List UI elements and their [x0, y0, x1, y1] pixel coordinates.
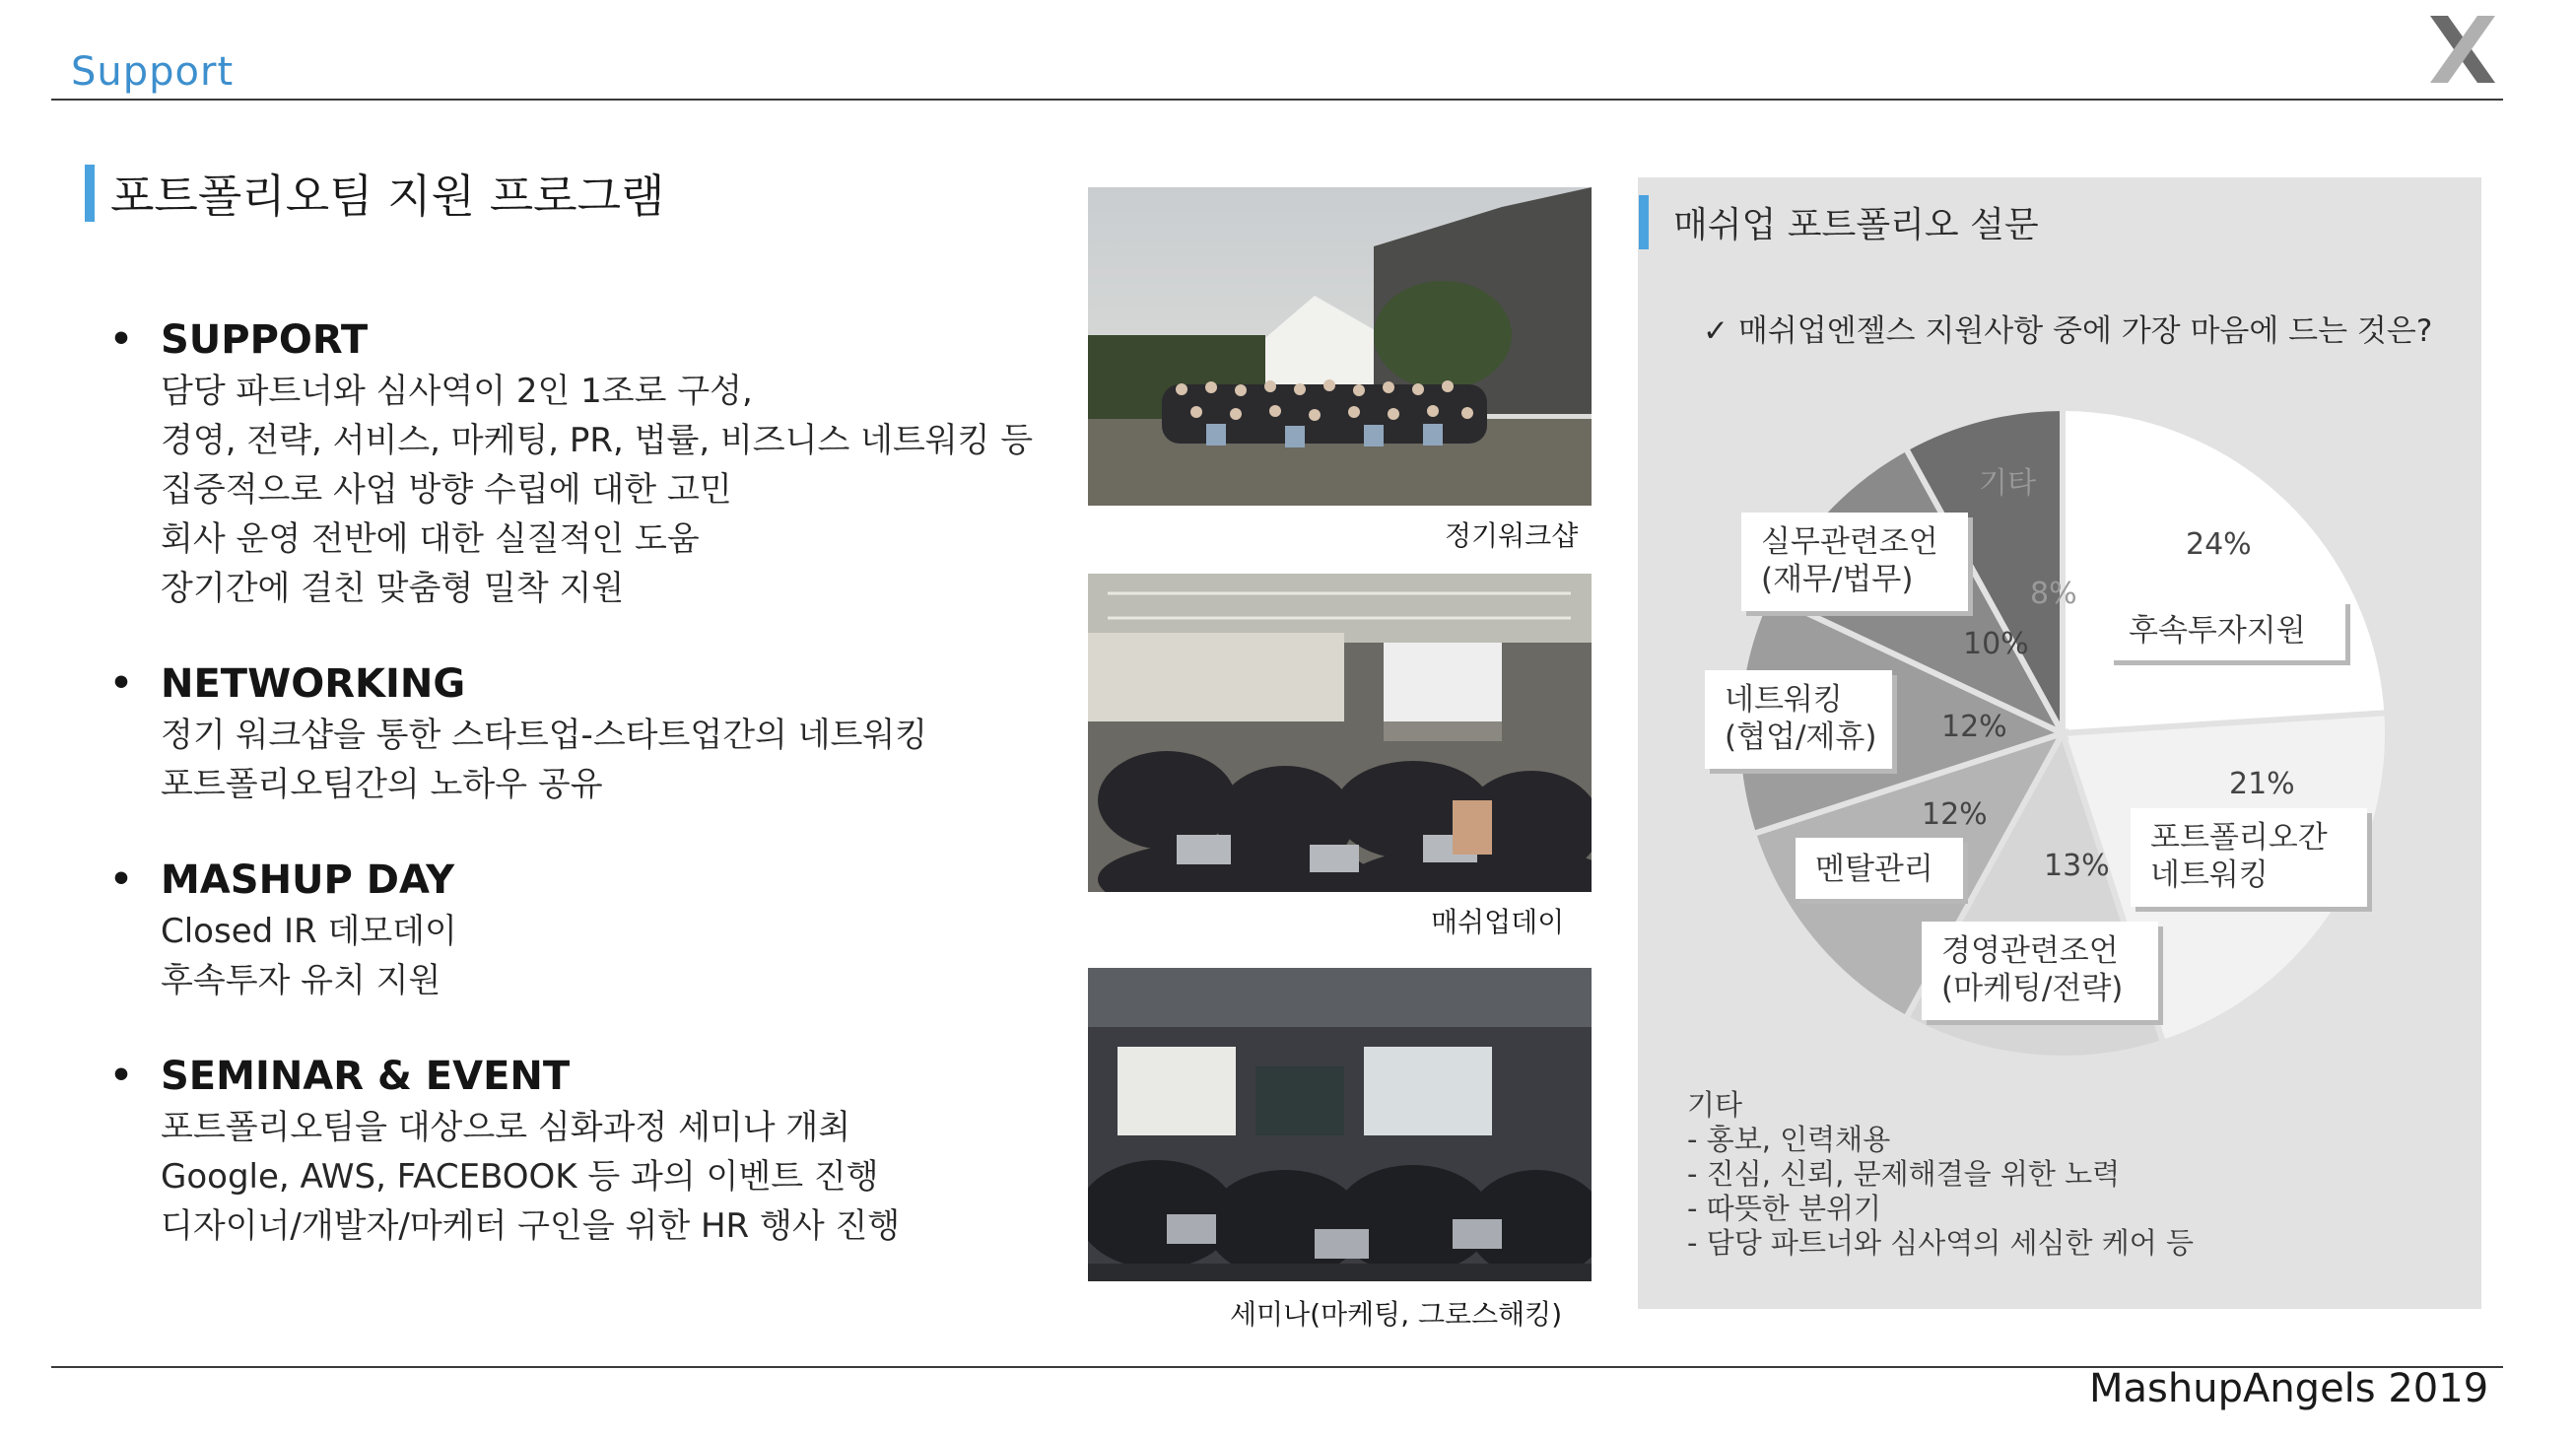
- pie-category-label: (재무/법무): [1761, 562, 1914, 597]
- bullet-heading: [106, 854, 1052, 907]
- bullet-title: NETWORKING: [161, 661, 466, 707]
- pie-category-label: 기타: [1979, 466, 2036, 501]
- pie-value-label: 21%: [2229, 767, 2295, 801]
- bullet-heading: [106, 313, 1052, 367]
- pie-category-label: 경영관련조언: [1941, 933, 2119, 969]
- bullet-block: [106, 313, 1052, 613]
- pie-category-label: (협업/제휴): [1725, 720, 1877, 755]
- bullet-dot-icon: •: [109, 1056, 133, 1096]
- survey-title: 매쉬업 포트폴리오 설문: [1673, 205, 2039, 245]
- workshop-photo: [1088, 187, 1592, 506]
- bullet-list: [106, 313, 1052, 1295]
- workshop-caption: 정기워크샵: [1445, 519, 1579, 552]
- bullet-heading: [106, 1050, 1052, 1103]
- bullet-block: [106, 657, 1052, 809]
- pie-category-label: 멘탈관리: [1815, 852, 1933, 887]
- pie-category-label: 포트폴리오간: [2150, 820, 2328, 856]
- bullet-line: 포트폴리오팀을 대상으로 심화과정 세미나 개최: [161, 1108, 851, 1147]
- bullet-dot-icon: •: [109, 859, 133, 900]
- seminar-caption: 세미나(마케팅, 그로스해킹): [1230, 1298, 1563, 1331]
- footer-text: MashupAngels 2019: [2089, 1366, 2489, 1411]
- pie-value-label: 13%: [2044, 849, 2110, 883]
- survey-notes: [1687, 1088, 2194, 1261]
- notes-line: - 진심, 신뢰, 문제해결을 위한 노력: [1687, 1157, 2121, 1191]
- bullet-heading: [106, 657, 1052, 711]
- bullet-title: MASHUP DAY: [161, 857, 455, 903]
- bullet-line: 담당 파트너와 심사역이 2인 1조로 구성,: [161, 372, 753, 411]
- pie-value-label: 12%: [1922, 797, 1988, 832]
- bullet-line: 회사 운영 전반에 대한 실질적인 도움: [161, 519, 700, 559]
- survey-accent-bar: [1639, 195, 1649, 249]
- pie-slice: [2063, 408, 2387, 733]
- bullet-line: Google, AWS, FACEBOOK 등 과의 이벤트 진행: [161, 1157, 879, 1197]
- pie-category-label: 후속투자지원: [2129, 613, 2306, 649]
- demo-day-photo: [1088, 574, 1592, 892]
- bullet-line: 디자이너/개발자/마케터 구인을 위한 HR 행사 진행: [161, 1206, 901, 1246]
- bullet-line: 집중적으로 사업 방향 수립에 대한 고민: [161, 470, 732, 510]
- survey-question: ✓ 매쉬업엔젤스 지원사항 중에 가장 마음에 드는 것은?: [1703, 313, 2433, 349]
- bullet-dot-icon: •: [109, 663, 133, 704]
- pie-value-label: 10%: [1963, 627, 2029, 661]
- pie-category-label: (마케팅/전략): [1941, 971, 2124, 1006]
- notes-line: - 홍보, 인력채용: [1687, 1123, 1891, 1156]
- bullet-line: 경영, 전략, 서비스, 마케팅, PR, 법률, 비즈니스 네트워킹 등: [161, 421, 1034, 460]
- x-logo-icon: [2426, 10, 2499, 89]
- bullet-line: 정기 워크샵을 통한 스타트업-스타트업간의 네트워킹: [161, 716, 928, 755]
- bullet-title: SUPPORT: [161, 317, 369, 363]
- bullet-block: [106, 854, 1052, 1005]
- bullet-line: 포트폴리오팀간의 노하우 공유: [161, 765, 603, 804]
- bullet-block: [106, 1050, 1052, 1251]
- bullet-line: 장기간에 걸친 맞춤형 밀착 지원: [161, 569, 625, 608]
- bullet-line: 후속투자 유치 지원: [161, 961, 441, 1000]
- pie-category-label: 네트워킹: [2150, 857, 2269, 893]
- demo-day-caption: 매쉬업데이: [1431, 906, 1565, 938]
- header-title: Support: [71, 49, 235, 95]
- notes-title: 기타: [1687, 1088, 1743, 1122]
- survey-pie-chart: [1638, 375, 2481, 1064]
- section-title: 포트폴리오팀 지원 프로그램: [110, 170, 665, 223]
- pie-value-label: 12%: [1941, 710, 2007, 744]
- bullet-title: SEMINAR & EVENT: [161, 1054, 571, 1099]
- pie-category-label: 네트워킹: [1725, 682, 1843, 718]
- seminar-photo: [1088, 968, 1592, 1281]
- pie-value-label: 8%: [2030, 577, 2077, 611]
- bullet-dot-icon: •: [109, 319, 133, 360]
- notes-line: - 따뜻한 분위기: [1687, 1192, 1881, 1225]
- pie-value-label: 24%: [2186, 527, 2252, 562]
- bullet-line: Closed IR 데모데이: [161, 912, 457, 951]
- notes-line: - 담당 파트너와 심사역의 세심한 케어 등: [1687, 1226, 2194, 1260]
- header-divider: [51, 99, 2503, 101]
- pie-category-label: 실무관련조언: [1761, 524, 1938, 560]
- section-accent-bar: [85, 165, 95, 222]
